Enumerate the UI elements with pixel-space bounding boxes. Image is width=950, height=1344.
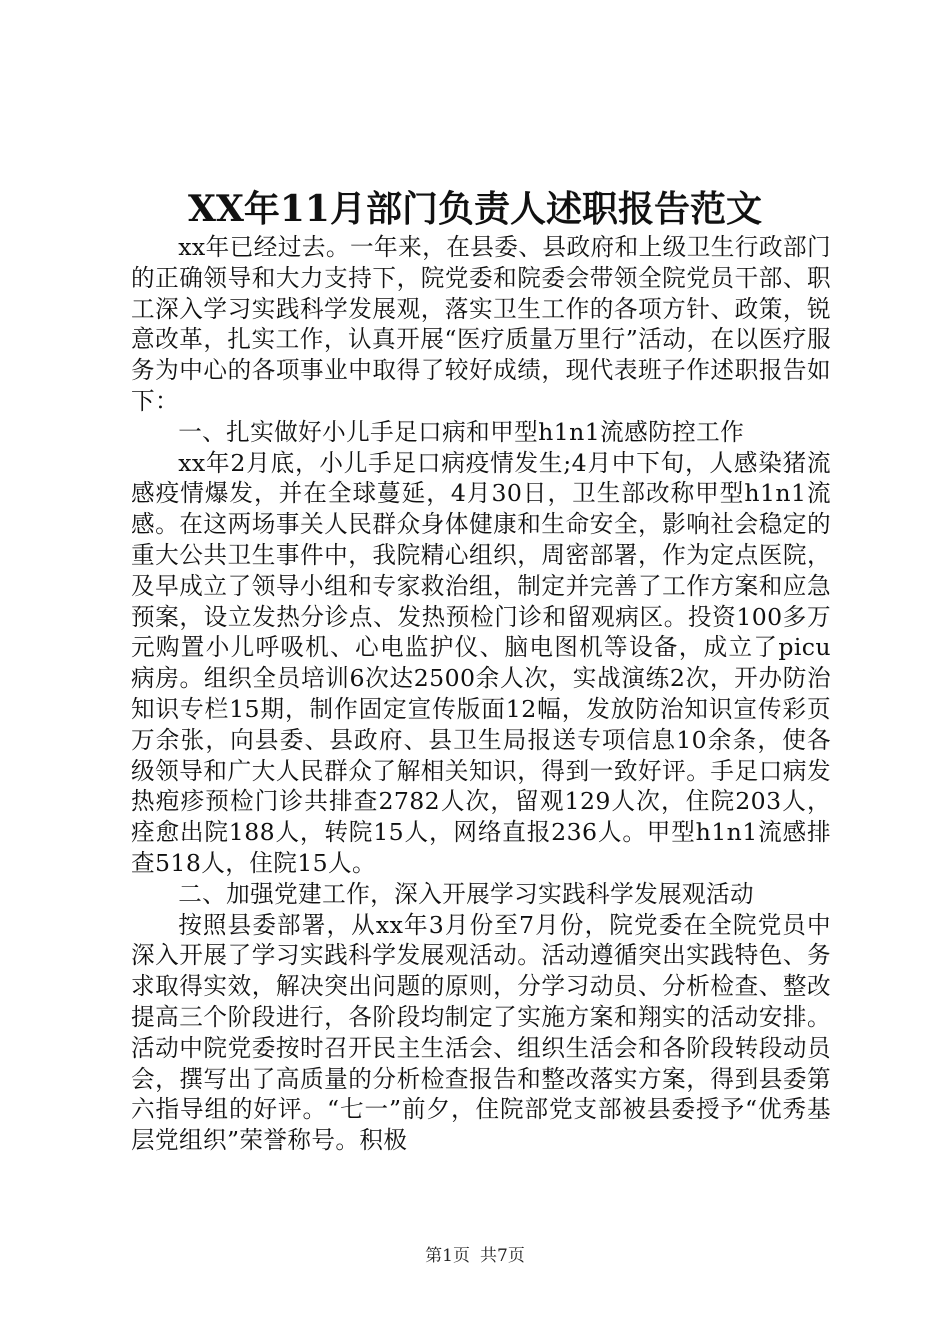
document-title: XX年11月部门负责人述职报告范文	[188, 188, 762, 230]
section-heading-1: 一、扎实做好小儿手足口病和甲型h1n1流感防控工作	[178, 417, 745, 446]
paragraph-party-building: 按照县委部署，从xx年3月份至7月份，院党委在全院党员中深入开展了学习实践科学发展观活动。活动遵循突出实践特色、务求取得实效，解决突出问题的原则，分学习动员、分析检查、整改提高三个阶段进行，各阶段均制定了实施方案和翔实的活动安排。活动中院党委按时召开民主生活会、组织生活会和各阶段转段动员会，撰写出了高质量的分析检查报告和整改落实方案，得到县委第六指导组的好评。“七一”前夕，住院部党支部被县委授予“优秀基层党组织”荣誉称号。积极	[131, 910, 831, 1155]
page-number-total: 共7页	[480, 1246, 525, 1266]
document-body	[131, 232, 831, 1156]
page-footer	[0, 1244, 950, 1268]
section-heading-2: 二、加强党建工作，深入开展学习实践科学发展观活动	[178, 879, 755, 908]
page-number-current: 第1页	[425, 1246, 470, 1266]
paragraph-intro: xx年已经过去。一年来，在县委、县政府和上级卫生行政部门的正确领导和大力支持下，院党委和院委会带领全院党员干部、职工深入学习实践科学发展观，落实卫生工作的各项方针、政策，锐意改革，扎实工作，认真开展“医疗质量万里行”活动，在以医疗服务为中心的各项事业中取得了较好成绩，现代表班子作述职报告如下：	[131, 233, 831, 415]
paragraph-epidemic-control: xx年2月底，小儿手足口病疫情发生;4月中下旬，人感染猪流感疫情爆发，并在全球蔓延，4月30日，卫生部改称甲型h1n1流感。在这两场事关人民群众身体健康和生命安全，影响社会稳定的重大公共卫生事件中，我院精心组织，周密部署，作为定点医院，及早成立了领导小组和专家救治组，制定并完善了工作方案和应急预案，设立发热分诊点、发热预检门诊和留观病区。投资100多万元购置小儿呼吸机、心电监护仪、脑电图机等设备，成立了picu病房。组织全员培训6次达2500余人次，实战演练2次，开办防治知识专栏15期，制作固定宣传版面12幅，发放防治知识宣传彩页万余张，向县委、县政府、县卫生局报送专项信息10余条，使各级领导和广大人民群众了解相关知识，得到一致好评。手足口病发热疱疹预检门诊共排查2782人次，留观129人次，住院203人，痊愈出院188人，转院15人，网络直报236人。甲型h1n1流感排查518人，住院15人。	[131, 448, 831, 877]
